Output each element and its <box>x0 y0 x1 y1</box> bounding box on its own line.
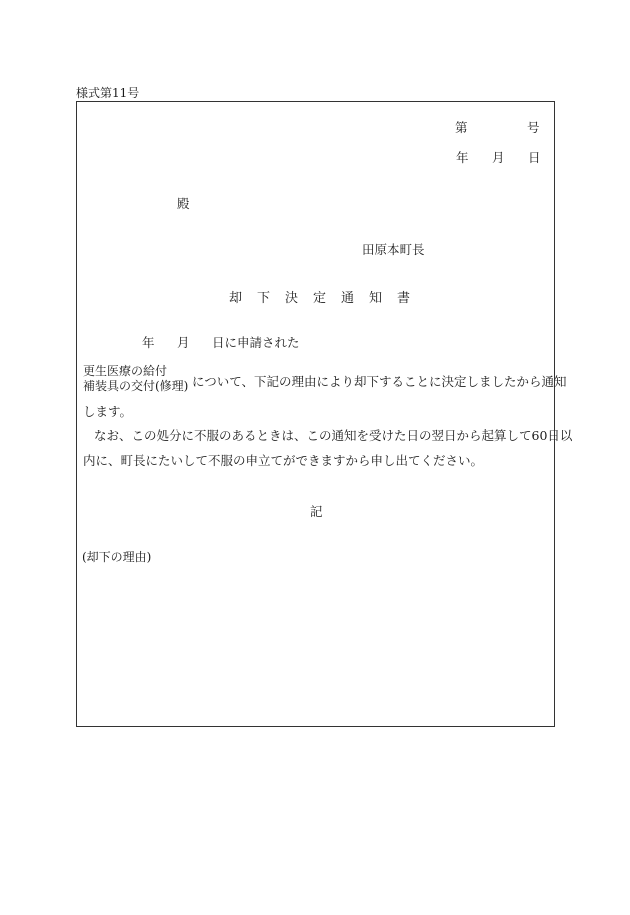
body-line-3: なお、この処分に不服のあるときは、この通知を受けた日の翌日から起算して60日以 <box>94 428 573 443</box>
page-title: 却下決定通知書 <box>229 291 426 306</box>
date-month: 月 <box>492 150 505 165</box>
document-frame <box>76 101 555 727</box>
application-day-text: 日に申請された <box>212 335 300 350</box>
form-number: 様式第11号 <box>76 86 140 100</box>
application-year: 年 <box>142 335 155 350</box>
issuer: 田原本町長 <box>362 242 425 257</box>
body-line-1: について、下記の理由により却下することに決定しましたから通知 <box>192 374 567 389</box>
date-day: 日 <box>528 150 541 165</box>
body-line-4: 内に、町長にたいして不服の申立てができますから申し出てください。 <box>83 453 484 468</box>
subject-option-device: 補装具の交付(修理) <box>83 379 189 393</box>
number-suffix: 号 <box>527 120 540 135</box>
record-heading: 記 <box>310 504 323 519</box>
body-line-2: します。 <box>83 404 133 419</box>
date-year: 年 <box>456 150 469 165</box>
number-prefix: 第 <box>455 120 468 135</box>
subject-option-medical: 更生医療の給付 <box>83 364 168 378</box>
application-month: 月 <box>177 335 190 350</box>
reason-label: (却下の理由) <box>82 550 152 564</box>
addressee-suffix: 殿 <box>177 196 190 211</box>
subject-options <box>83 364 188 394</box>
